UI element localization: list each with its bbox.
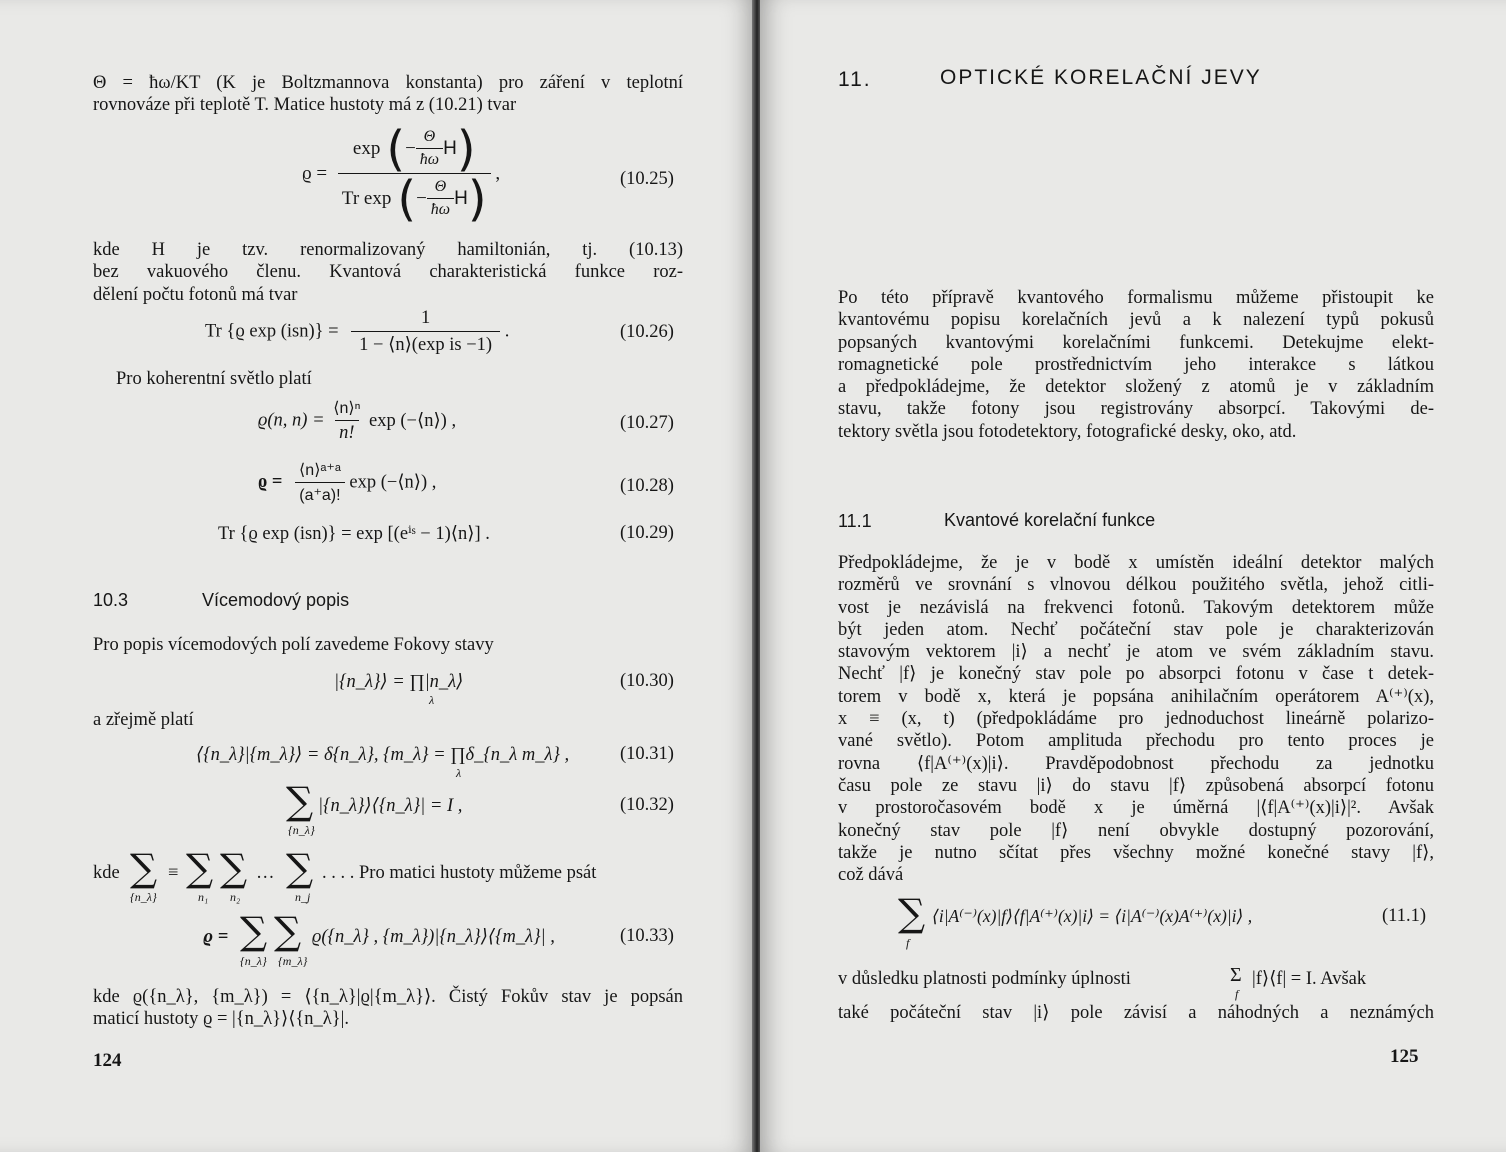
text-word: kde: [93, 863, 120, 883]
eq-subscript: n₁: [198, 890, 209, 904]
eq-subscript: n₂: [230, 890, 241, 904]
text-line: dělení počtu fotonů má tvar: [93, 284, 298, 305]
chapter-title: OPTICKÉ KORELAČNÍ JEVY: [940, 66, 1262, 89]
left-top-paragraph: [93, 72, 683, 117]
text-line: času pole ze stavu |i⟩ do stavu |f⟩ způsobená absorpcí fotonu: [838, 775, 1434, 796]
page-number: 124: [93, 1050, 122, 1071]
equation-10-27: [258, 398, 456, 444]
eq-operator: H: [443, 137, 457, 159]
eq-lhs: ϱ(n, n) =: [258, 410, 325, 431]
eq-lhs: Tr {ϱ exp (isn)} =: [205, 321, 339, 342]
eq-inner-num: Θ: [434, 178, 447, 195]
text-line: stavovým vektorem |i⟩ a nechť je atom ve svém základním stavu.: [838, 642, 1434, 663]
text-line: a předpokládejme, že detektor složený z atomů je v základním: [838, 377, 1434, 398]
eq-subscript: n_j: [295, 890, 311, 904]
equation-number: (10.26): [620, 322, 674, 342]
text-line: |f⟩⟨f| = I. Avšak: [1252, 969, 1367, 989]
eq-subscript: {n_λ}: [288, 823, 315, 837]
eq-tail: ,: [495, 162, 501, 184]
text-line: takže je nutno sčítat přes všechny možné konečné stavy |f⟩,: [838, 842, 1434, 863]
text-line: Nechť |f⟩ je konečný stav pole po absorpci fotonu v čase t detek-: [838, 664, 1434, 685]
eq-main-fraction: [338, 120, 491, 227]
section-number: 10.3: [93, 590, 129, 610]
eq-subscript: {n_λ}: [130, 890, 157, 904]
equation-10-30: |{n_λ}⟩ = ∏|n_λ⟩: [334, 672, 464, 692]
equation-10-26: [205, 308, 509, 356]
right-page: [760, 0, 1506, 1152]
equation-10-25: [302, 120, 501, 227]
eq-fn: Tr exp: [341, 187, 392, 209]
text-line: maticí hustoty ϱ = |{n_λ}⟩⟨{n_λ}|.: [93, 1009, 349, 1030]
text-line: kde ϱ({n_λ}, {m_λ}) = ⟨{n_λ}|ϱ|{m_λ}⟩. Čistý Fokův stav je popsán: [93, 987, 683, 1007]
eq-inner-den: ħω: [427, 198, 454, 219]
eq-numerator: ⟨n⟩ⁿ: [333, 400, 361, 417]
sum-symbol: ∑: [220, 846, 248, 890]
equation-10-29: Tr {ϱ exp (isn)} = exp [(eⁱˢ − 1)⟨n⟩] .: [218, 524, 490, 544]
eq-dots: …: [256, 863, 275, 883]
text-line: vost je nezávislá na frekvenci fotonů. Takovým detektorem může: [838, 597, 1434, 618]
eq-denominator: [338, 170, 491, 227]
page-number: 125: [1390, 1046, 1419, 1067]
eq-subscript: f: [906, 936, 910, 950]
eq-subscript: λ: [456, 766, 462, 780]
equation-number: (10.25): [620, 169, 674, 189]
equation-11-1: ⟨i|A⁽⁻⁾(x)|f⟩⟨f|A⁽⁺⁾(x)|i⟩ = ⟨i|A⁽⁻⁾(x)A⁽⁺⁾(x)|i⟩ ,: [932, 906, 1253, 926]
eq-rhs: exp (−⟨n⟩) ,: [349, 472, 437, 493]
eq-inner-fraction: [416, 128, 443, 169]
equation-10-31: ⟨{n_λ}|{m_λ}⟩ = δ{n_λ}, {m_λ} = ∏δ_{n_λ m_λ} ,: [196, 745, 570, 765]
intro-paragraph: [838, 287, 1434, 443]
text-line: stavu, takže fotony jsou registrovány absorpcí. Takovými de-: [838, 399, 1434, 420]
sum-symbol: ∑: [130, 846, 158, 890]
eq-subscript: f: [1235, 987, 1239, 1001]
eq-tail: .: [504, 321, 510, 342]
chapter-number: 11.: [838, 68, 872, 91]
eq-operator: H: [454, 187, 468, 209]
equation-number: (10.30): [620, 671, 674, 691]
text-line: a zřejmě platí: [93, 710, 194, 730]
eq-subscript: {m_λ}: [278, 954, 308, 968]
text-line: bez vakuového členu. Kvantová charakteristická funkce roz-: [93, 262, 683, 283]
text-line: rovnováze při teplotě T. Matice hustoty má z (10.21) tvar: [93, 95, 517, 116]
eq-sign: −: [416, 187, 427, 209]
equation-number: (10.33): [620, 926, 674, 946]
text-line: v důsledku platnosti podmínky úplnosti: [838, 969, 1131, 989]
eq-numerator: 1: [421, 308, 431, 328]
sum-symbol: ∑: [186, 846, 214, 890]
eq-subscript: {n_λ}: [240, 954, 267, 968]
text-line: Předpokládejme, že je v bodě x umístěn ideální detektor malých: [838, 553, 1434, 573]
last-line-paragraph: [838, 1002, 1434, 1024]
text-line: tektory světla jsou fotodetektory, fotografické desky, oko, atd.: [838, 421, 1297, 442]
text-line: popsaných kvantovými korelačními funkcemi. Detekujme elekt-: [838, 332, 1434, 353]
text-line: Pro popis vícemodových polí zavedeme Fokovy stavy: [93, 635, 494, 655]
text-line: kvantovému popisu korelačních jevů a k nalezení typů pokusů: [838, 310, 1434, 331]
eq-denominator: (a⁺a)!: [295, 482, 344, 505]
eq-sign: −: [405, 137, 416, 159]
text-line: což dává: [838, 865, 904, 886]
equation-10-33: ϱ({n_λ} , {m_λ})|{n_λ}⟩⟨{m_λ}| ,: [312, 927, 555, 947]
text-line: konečný stav pole |f⟩ není obvykle dostupný pozorování,: [838, 820, 1434, 841]
text-line: torem v bodě x, která je popsána anihilačním operátorem A⁽⁺⁾(x),: [838, 686, 1434, 707]
eq-subscript: λ: [429, 693, 435, 707]
text-line: rovna ⟨f|A⁽⁺⁾(x)|i⟩. Pravděpodobnost přechodu za jednotku: [838, 753, 1434, 774]
equation-number: (10.29): [620, 523, 674, 543]
equation-10-28: [258, 460, 436, 505]
left-paragraph-2: [93, 239, 683, 306]
section-title: Kvantové korelační funkce: [944, 510, 1156, 530]
eq-numerator: [349, 120, 480, 177]
text-line: v prostoročasovém bodě x je úměrná |⟨f|A⁽⁺⁾(x)|i⟩|². Avšak: [838, 798, 1434, 819]
equation-10-32: |{n_λ}⟩⟨{n_λ}| = I ,: [318, 796, 463, 816]
sum-symbol: ∑: [898, 891, 926, 935]
section-number: 11.1: [838, 511, 872, 531]
eq-numerator: ⟨n⟩ᵃ⁺ᵃ: [299, 462, 341, 479]
body-paragraph: [838, 552, 1434, 886]
sum-symbol: ∑: [274, 909, 302, 953]
eq-lhs: ϱ =: [258, 472, 283, 492]
equation-number: (10.27): [620, 413, 674, 433]
paren-close: ): [467, 170, 487, 227]
eq-fraction: [295, 460, 345, 505]
eq-fraction: [329, 398, 364, 444]
text-line: být jeden atom. Nechť počáteční stav pole je charakterizován: [838, 619, 1434, 640]
eq-equiv: ≡: [168, 863, 179, 883]
text-line: romagnetické pole prostřednictvím jeho interakce s látkou: [838, 354, 1434, 375]
text-line: Po této přípravě kvantového formalismu můžeme přistoupit ke: [838, 288, 1434, 308]
eq-denominator: 1 − ⟨n⟩(exp is −1): [351, 331, 500, 356]
section-title: Vícemodový popis: [202, 590, 350, 610]
text-line: Θ = ħω/KT (K je Boltzmannova konstanta) pro záření v teplotní: [93, 73, 683, 93]
sum-symbol: Σ: [1230, 964, 1242, 986]
text-line: vané světlo). Potom amplituda přechodu pro tento proces je: [838, 731, 1434, 752]
sum-symbol: ∑: [286, 846, 314, 890]
left-final-paragraph: [93, 986, 683, 1031]
text-line: také počáteční stav |i⟩ pole závisí a náhodných a neznámých: [838, 1003, 1434, 1023]
paren-open: (: [386, 120, 406, 177]
text-line: . . . . Pro matici hustoty můžeme psát: [322, 863, 597, 883]
paren-open: (: [397, 170, 417, 227]
eq-inner-den: ħω: [416, 148, 443, 169]
text-line: Pro koherentní světlo platí: [116, 369, 312, 389]
eq-lhs: ϱ =: [302, 162, 328, 184]
eq-rhs: exp (−⟨n⟩) ,: [369, 411, 457, 431]
equation-number: (10.31): [620, 744, 674, 764]
equation-number: (11.1): [1382, 906, 1427, 926]
paren-close: ): [456, 120, 476, 177]
text-line: kde H je tzv. renormalizovaný hamiltonián, tj. (10.13): [93, 240, 683, 260]
sum-symbol: ∑: [240, 909, 268, 953]
sum-symbol: ∑: [286, 779, 314, 823]
equation-number: (10.32): [620, 795, 674, 815]
text-line: x ≡ (x, t) (předpokládáme pro jednoduchost lineárně polarizo-: [838, 709, 1434, 730]
equation-number: (10.28): [620, 476, 674, 496]
eq-inner-num: Θ: [423, 128, 436, 145]
eq-denominator: n!: [335, 420, 358, 444]
eq-inner-fraction: [427, 178, 454, 219]
eq-fn: exp: [352, 137, 381, 159]
text-line: rozměrů ve srovnání s vlnovou délkou použitého světla, jehož citli-: [838, 575, 1434, 596]
eq-lhs: ϱ =: [203, 927, 229, 947]
eq-fraction: [351, 308, 500, 356]
